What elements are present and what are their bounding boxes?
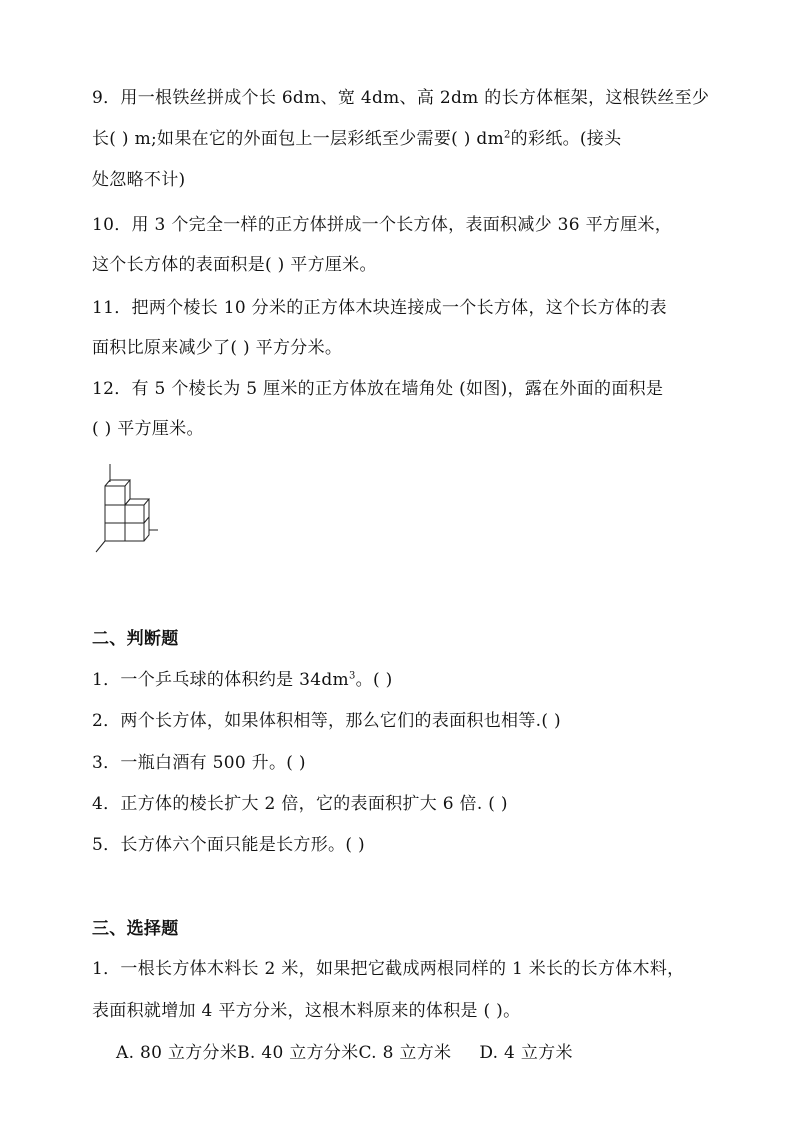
s3-q1-line2: 表面积就增加 4 平方分米，这根木料原来的体积是 ( )。	[92, 1001, 521, 1021]
q11-line1: 11．把两个棱长 10 分米的正方体木块连接成一个长方体，这个长方体的表	[92, 298, 667, 318]
option-b: B. 40 立方分米	[237, 1043, 359, 1063]
q11-line2: 面积比原来减少了( ) 平方分米。	[92, 338, 343, 358]
cube-front-bottom-right	[125, 523, 144, 541]
q12-line1: 12．有 5 个棱长为 5 厘米的正方体放在墙角处 (如图)，露在外面的面积是	[92, 379, 664, 399]
s2-q5: 5．长方体六个面只能是长方形。( )	[92, 835, 365, 855]
cube-top-face-2	[125, 499, 149, 505]
q9-line1: 9．用一根铁丝拼成个长 6dm、宽 4dm、高 2dm 的长方体框架，这根铁丝至少	[92, 88, 710, 108]
q9-line2-b: 的彩纸。(接头	[510, 129, 622, 149]
q12-line2: ( ) 平方厘米。	[92, 419, 204, 439]
s2-q4: 4．正方体的棱长扩大 2 倍，它的表面积扩大 6 倍. ( )	[92, 794, 508, 814]
section3-title: 三、选择题	[92, 919, 179, 939]
q10-line1: 10．用 3 个完全一样的正方体拼成一个长方体，表面积减少 36 平方厘米，	[92, 215, 673, 235]
s2-q1	[92, 669, 712, 691]
cube-front-bottom-left	[105, 523, 125, 541]
q9-line2	[92, 128, 712, 150]
cube-front-mid-right	[125, 505, 144, 523]
q9-line2-sup: 2	[504, 129, 511, 141]
cube-front-mid-left	[105, 505, 125, 523]
s2-q1-b: 。( )	[355, 670, 393, 690]
cube-side-divider	[144, 517, 149, 523]
corner-cubes-figure	[86, 460, 166, 560]
s2-q2: 2．两个长方体，如果体积相等，那么它们的表面积也相等.( )	[92, 711, 561, 731]
option-d: D. 4 立方米	[479, 1043, 573, 1063]
s3-q1-line1: 1．一根长方体木料长 2 米，如果把它截成两根同样的 1 米长的长方体木料，	[92, 959, 685, 979]
q10-line2: 这个长方体的表面积是( ) 平方厘米。	[92, 255, 377, 275]
floor-diagonal-edge	[96, 541, 105, 552]
s3-q1-options	[116, 1042, 736, 1064]
option-c: C. 8 立方米	[358, 1043, 452, 1063]
section2-title: 二、判断题	[92, 629, 179, 649]
s2-q1-sup: 3	[348, 670, 356, 682]
cube-top-face-1	[105, 480, 130, 486]
cube-front-top	[105, 486, 125, 505]
q9-line2-a: 长( ) m;如果在它的外面包上一层彩纸至少需要( ) dm	[92, 129, 504, 149]
s2-q1-a: 1．一个乒乓球的体积约是 34dm	[92, 670, 349, 690]
option-a: A. 80 立方分米	[116, 1043, 238, 1063]
s2-q3: 3．一瓶白酒有 500 升。( )	[92, 753, 306, 773]
q9-line3: 处忽略不计)	[92, 170, 186, 190]
